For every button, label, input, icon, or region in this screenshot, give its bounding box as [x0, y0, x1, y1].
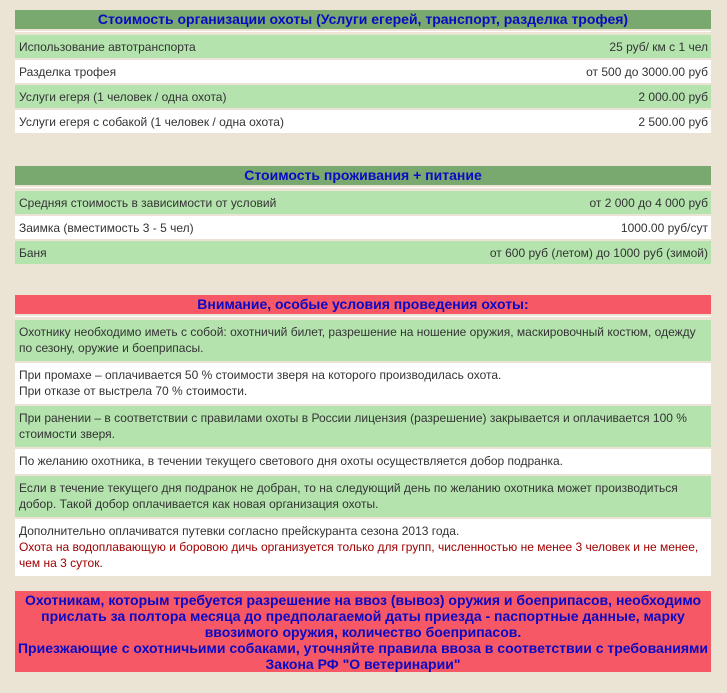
- row-label: Баня: [19, 245, 47, 260]
- row-price: от 600 руб (летом) до 1000 руб (зимой): [489, 245, 708, 260]
- header-divider: [15, 314, 711, 320]
- alert-text: Приезжающие с охотничьими собаками, уточняйте правила ввоза в соответствии с требованиями Закона РФ "О ветеринарии": [17, 640, 709, 672]
- header-divider: [15, 185, 711, 191]
- condition-text: При промахе – оплачивается 50 % стоимости зверя на которого производилась охота.: [19, 368, 502, 382]
- table-row: [15, 110, 711, 133]
- row-price: 2 500.00 руб: [638, 114, 708, 129]
- table-row: [15, 241, 711, 264]
- alert-text: Охотникам, которым требуется разрешение на ввоз (вывоз) оружия и боеприпасов, необходимо прислать за полтора месяца до предполагаемой даты приезда - паспортные данные, марку ввозимого оружия, количество боеприпасов.: [24, 592, 702, 640]
- row-label: Услуги егеря (1 человек / одна охота): [19, 89, 227, 104]
- organization-cost-header: Стоимость организации охоты (Услуги егерей, транспорт, разделка трофея): [15, 10, 711, 29]
- condition-text: По желанию охотника, в течении текущего светового дня охоты осуществляется добор подранка.: [19, 454, 563, 468]
- condition-item: [15, 406, 711, 447]
- condition-text: Охотнику необходимо иметь с собой: охотничий билет, разрешение на ношение оружия, маскировочный костюм, одежду по сезону, оружие и боеприпасы.: [19, 325, 696, 355]
- condition-warning-text: Охота на водоплавающую и боровою дичь организуется только для групп, численностью не менее 3 человек и не менее, чем на 3 суток.: [19, 540, 699, 570]
- condition-text: При отказе от выстрела 70 % стоимости.: [19, 384, 248, 398]
- accommodation-cost-header: Стоимость проживания + питание: [15, 166, 711, 185]
- table-row: [15, 85, 711, 108]
- table-row: [15, 35, 711, 58]
- row-price: 25 руб/ км с 1 чел: [609, 39, 708, 54]
- condition-text: При ранении – в соответствии с правилами охоты в России лицензия (разрешение) закрывается и оплачивается 100 % стоимости зверя.: [19, 411, 687, 441]
- organization-cost-table: [15, 10, 711, 135]
- weapons-import-alert: [15, 591, 711, 672]
- table-row: [15, 60, 711, 83]
- row-label: Средняя стоимость в зависимости от условий: [19, 195, 277, 210]
- table-row: [15, 216, 711, 239]
- header-divider: [15, 29, 711, 35]
- condition-item: [15, 449, 711, 474]
- special-conditions-table: [15, 295, 711, 578]
- condition-item: [15, 476, 711, 517]
- condition-item: [15, 363, 711, 404]
- condition-item: [15, 320, 711, 361]
- row-label: Заимка (вместимость 3 - 5 чел): [19, 220, 194, 235]
- row-label: Разделка трофея: [19, 64, 117, 79]
- row-price: от 500 до 3000.00 руб: [586, 64, 708, 79]
- row-label: Услуги егеря с собакой (1 человек / одна охота): [19, 114, 284, 129]
- special-conditions-header: Внимание, особые условия проведения охоты:: [15, 295, 711, 314]
- row-price: 2 000.00 руб: [638, 89, 708, 104]
- row-label: Использование автотранспорта: [19, 39, 196, 54]
- condition-text: Дополнительно оплачиватся путевки согласно прейскуранта сезона 2013 года.: [19, 524, 460, 538]
- condition-item: [15, 519, 711, 576]
- row-price: от 2 000 до 4 000 руб: [589, 195, 708, 210]
- row-price: 1000.00 руб/сут: [620, 220, 708, 235]
- condition-text: Если в течение текущего дня подранок не добран, то на следующий день по желанию охотника может производиться добор. Такой добор оплачивается как новая организация охоты.: [19, 481, 678, 511]
- table-row: [15, 191, 711, 214]
- accommodation-cost-table: [15, 166, 711, 266]
